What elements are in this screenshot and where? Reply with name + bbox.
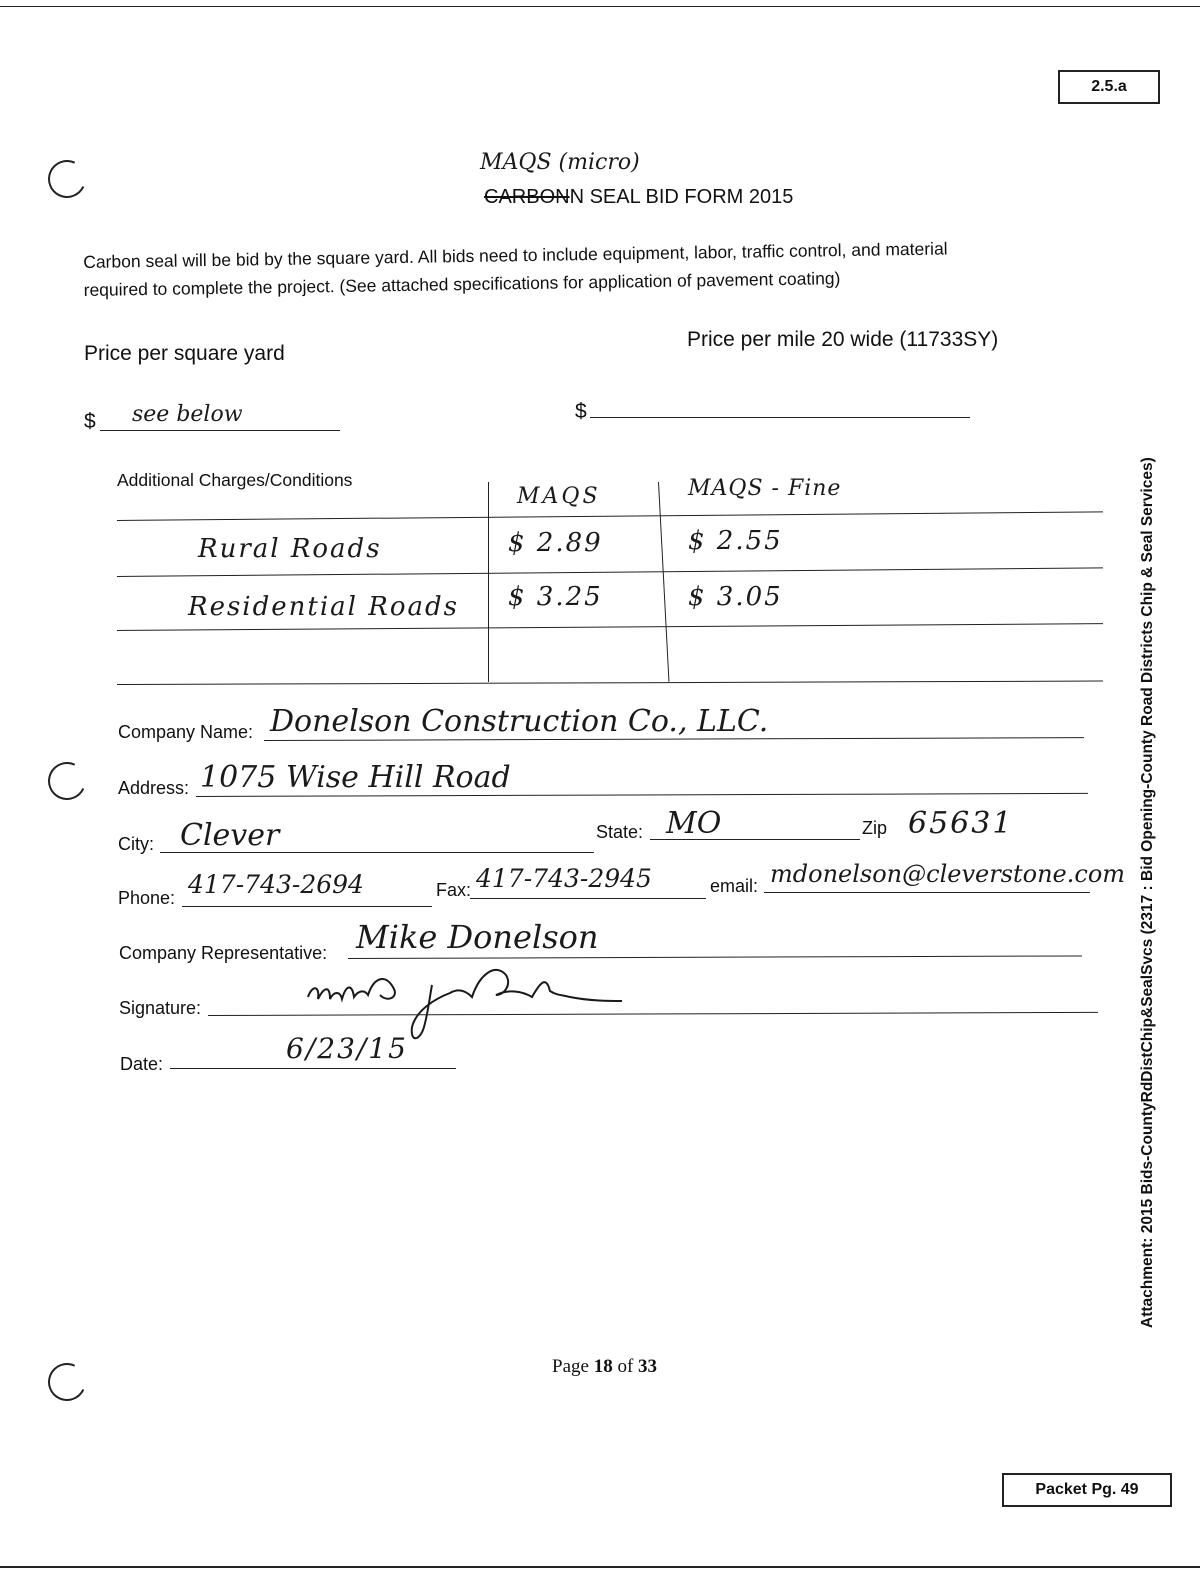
side-attachment-text: Attachment: 2015 Bids-CountyRdDistChip&SealSvcs (2317 : Bid Opening-County Road Districts Chip & Seal Services) (1139, 457, 1156, 1328)
date-underline (170, 1068, 456, 1069)
table-rule-1 (117, 511, 1103, 521)
table-divider-1 (488, 482, 489, 682)
price-per-mile-label: Price per mile 20 wide (11733SY) (687, 328, 999, 351)
zip-value[interactable]: 65631 (908, 806, 1014, 841)
table-rule-2 (117, 567, 1103, 577)
company-name-label: Company Name: (118, 722, 254, 742)
row-label-rural-roads: Rural Roads (198, 534, 382, 564)
city-label: City: (118, 834, 154, 854)
representative-label: Company Representative: (119, 943, 328, 963)
binder-hole-top (43, 155, 92, 204)
price-sy-underline (100, 430, 340, 431)
column-header-maqs-fine: MAQS - Fine (688, 476, 842, 501)
email-label: email: (710, 876, 759, 896)
phone-underline (182, 906, 432, 907)
price-per-square-yard-value[interactable]: see below (132, 402, 243, 427)
phone-value[interactable]: 417-743-2694 (188, 870, 364, 899)
fax-value[interactable]: 417-743-2945 (476, 864, 652, 893)
currency-symbol-mile: $ (575, 400, 587, 423)
table-rule-4 (117, 681, 1103, 685)
city-underline (160, 852, 594, 853)
address-label: Address: (118, 778, 190, 798)
table-rule-3 (117, 623, 1103, 631)
table-divider-2 (658, 482, 669, 682)
state-label: State: (596, 822, 644, 842)
currency-symbol-sy: $ (84, 410, 96, 433)
title-struck-word: CARBON (484, 186, 570, 208)
price-mile-underline (590, 417, 970, 418)
page-number (552, 1356, 657, 1378)
city-value[interactable]: Clever (180, 818, 280, 853)
email-underline (764, 892, 1090, 893)
intro-line-2: required to complete the project. (See attached specifications for application of pavement coating) (83, 268, 841, 300)
state-value[interactable]: MO (666, 806, 722, 841)
bottom-border (0, 1566, 1200, 1568)
page-total: 33 (638, 1356, 658, 1377)
company-name-value[interactable]: Donelson Construction Co., LLC. (270, 704, 769, 739)
binder-hole-middle (43, 757, 92, 806)
signature-label: Signature: (119, 998, 202, 1018)
binder-hole-bottom (43, 1358, 92, 1407)
intro-line-1: Carbon seal will be bid by the square yard. All bids need to include equipment, labor, traffic control, and material (83, 238, 948, 272)
fax-label: Fax: (436, 880, 472, 900)
page-current: 18 (593, 1356, 613, 1377)
document-id: 2.5.a (1091, 78, 1127, 95)
residential-roads-maqs-fine[interactable]: $ 3.05 (688, 582, 783, 612)
page-title (484, 186, 793, 209)
email-value[interactable]: mdonelson@cleverstone.com (770, 860, 1126, 888)
address-value[interactable]: 1075 Wise Hill Road (200, 760, 511, 795)
top-border (0, 6, 1200, 7)
phone-label: Phone: (118, 888, 176, 908)
rural-roads-maqs-fine[interactable]: $ 2.55 (688, 526, 783, 556)
intro-paragraph (83, 232, 1134, 304)
rural-roads-maqs[interactable]: $ 2.89 (508, 528, 603, 558)
price-per-square-yard-label: Price per square yard (84, 342, 285, 365)
page-of: of (612, 1356, 639, 1377)
page-prefix: Page (552, 1356, 594, 1377)
document-id-box (1058, 70, 1160, 104)
fax-underline (470, 898, 706, 899)
row-label-residential-roads: Residential Roads (188, 592, 459, 622)
charges-heading: Additional Charges/Conditions (117, 470, 353, 490)
state-underline (650, 839, 860, 840)
residential-roads-maqs[interactable]: $ 3.25 (508, 582, 603, 612)
zip-label: Zip (862, 818, 888, 838)
handwritten-header: MAQS (micro) (480, 150, 640, 175)
packet-page-box (1002, 1473, 1172, 1507)
packet-page: Packet Pg. 49 (1035, 1481, 1139, 1498)
representative-value[interactable]: Mike Donelson (356, 918, 599, 956)
date-label: Date: (120, 1054, 164, 1074)
column-header-maqs: MAQS (517, 484, 601, 509)
title-suffix: N SEAL BID FORM 2015 (569, 186, 794, 208)
date-value[interactable]: 6/23/15 (286, 1032, 408, 1065)
